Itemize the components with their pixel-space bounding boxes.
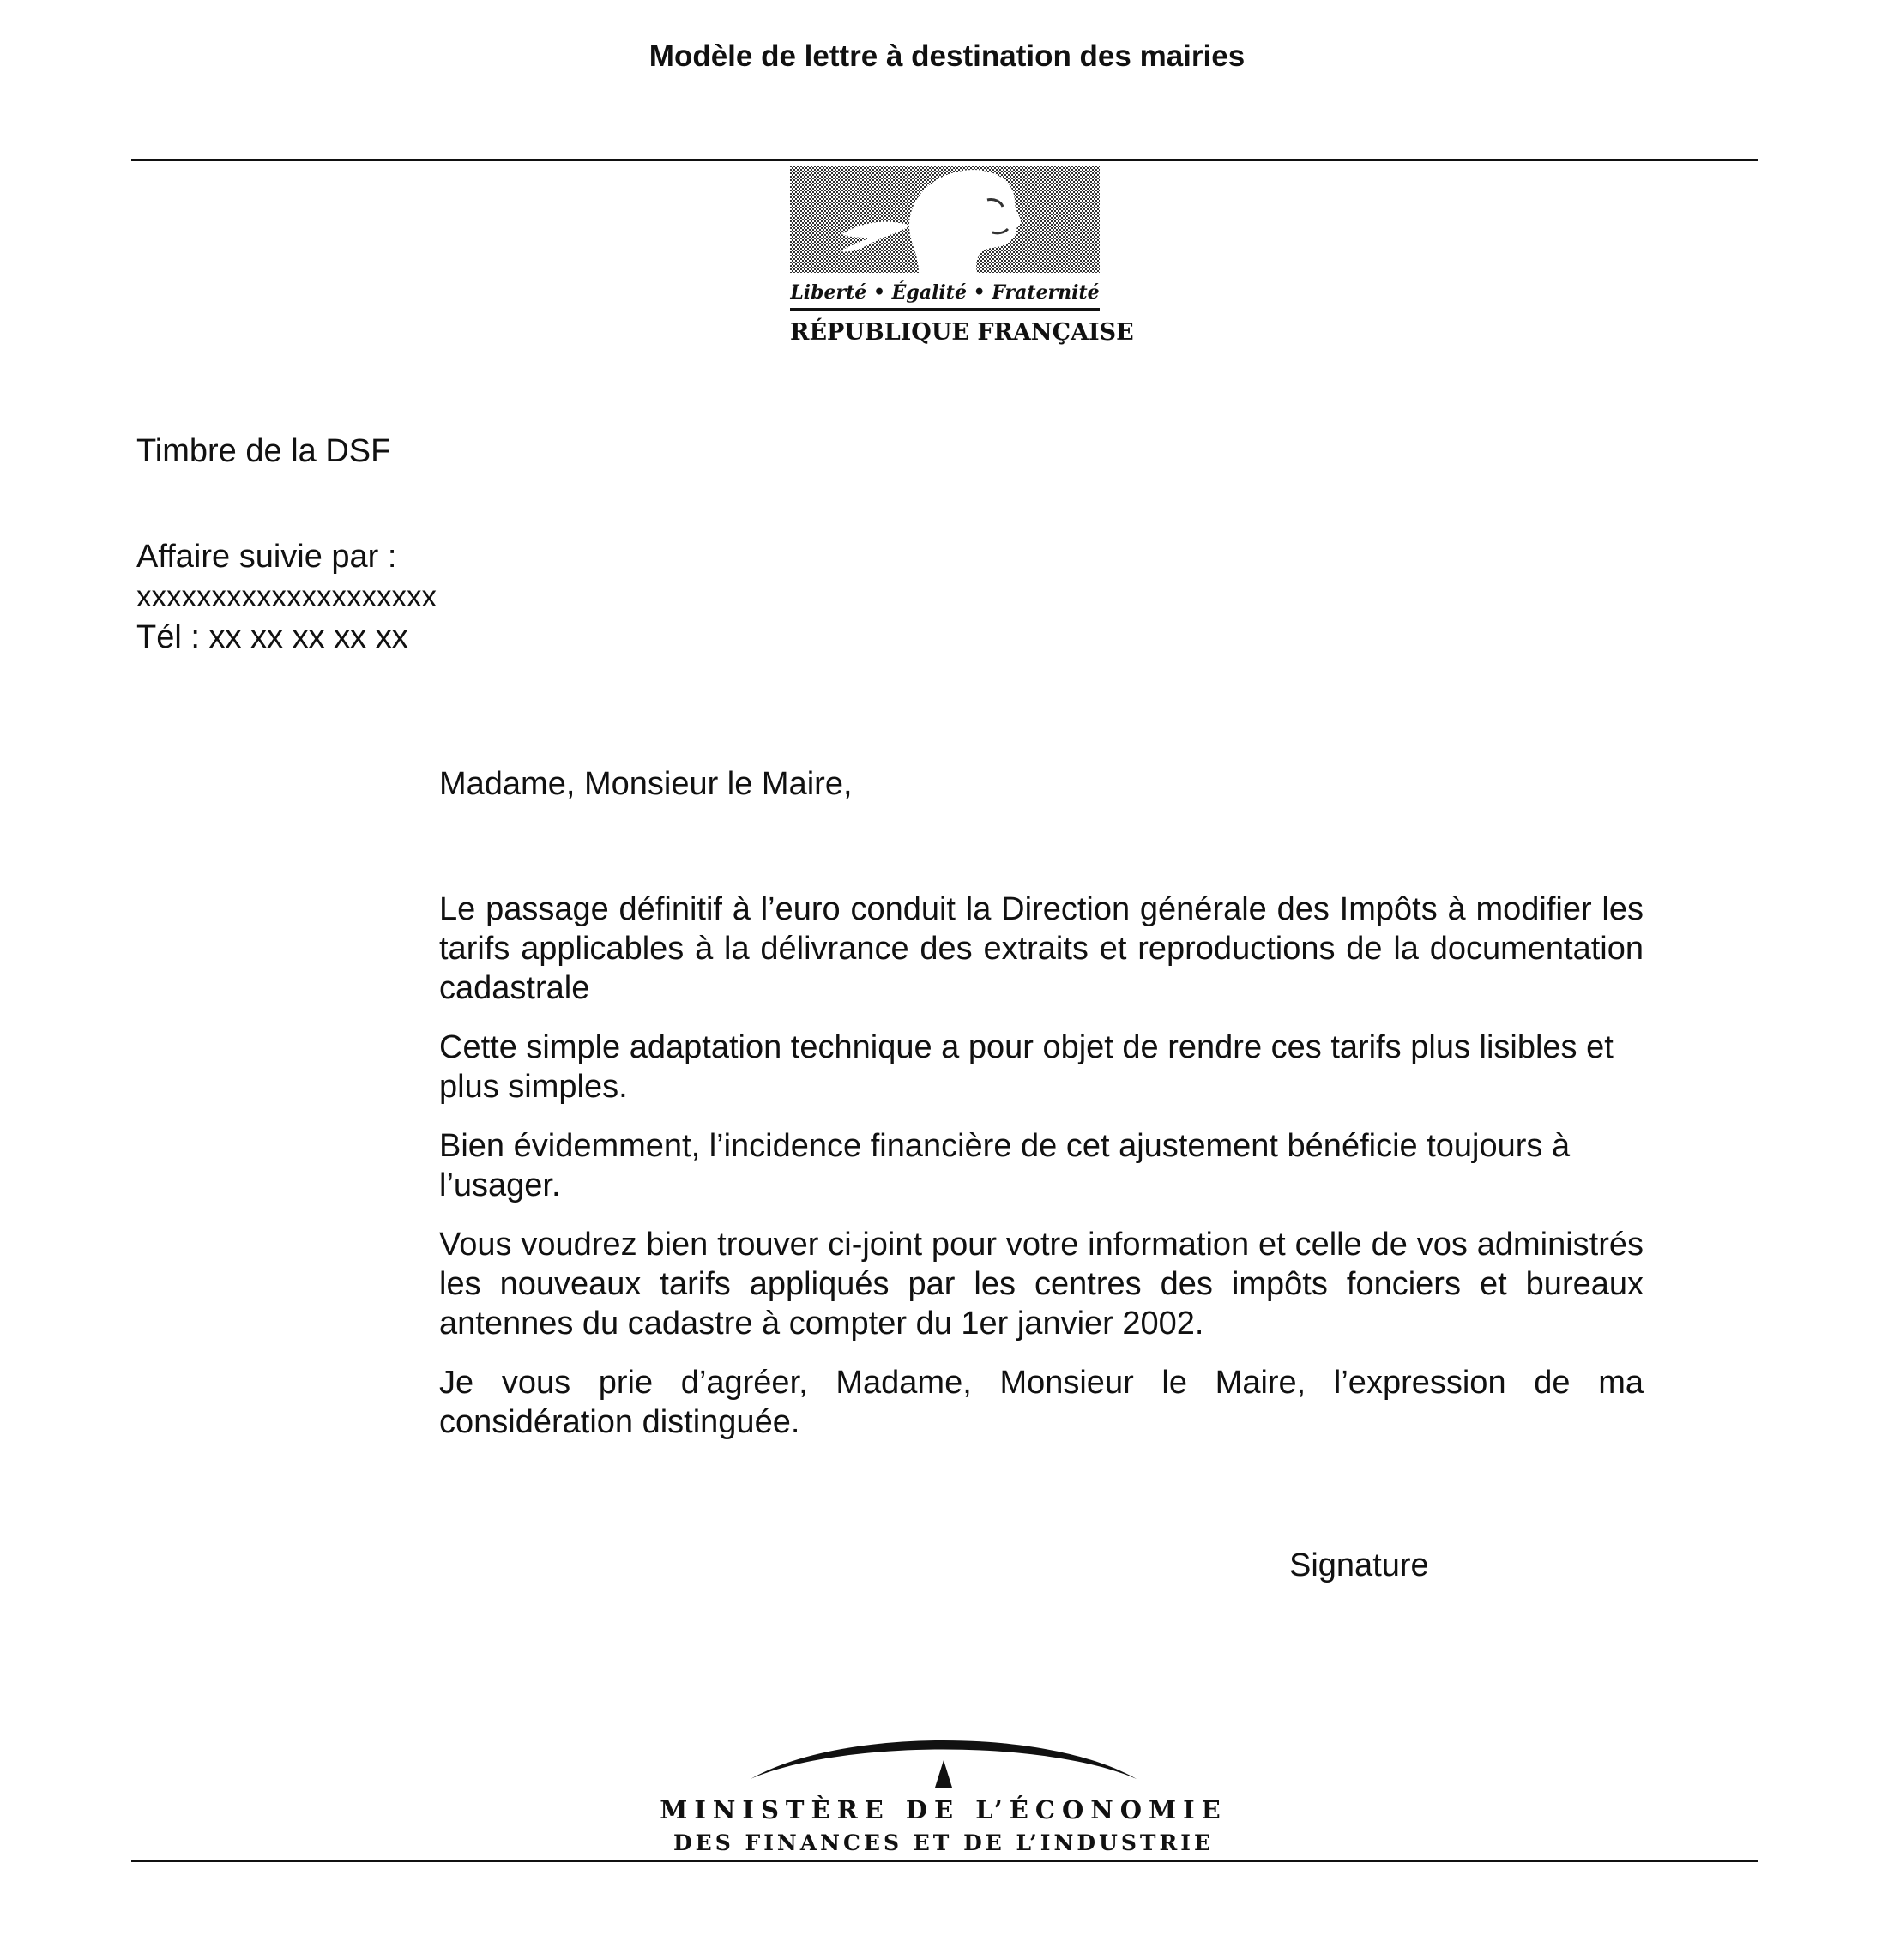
sender-stamp: Timbre de la DSF xyxy=(136,433,391,469)
header-divider xyxy=(131,159,1758,161)
phone-number: Tél : xx xx xx xx xx xyxy=(136,619,408,655)
marianne-logo xyxy=(790,166,1100,273)
paragraph: Je vous prie d’agréer, Madame, Monsieur le Maire, l’expression de ma considération distinguée. xyxy=(439,1365,1644,1440)
footer-divider xyxy=(131,1860,1758,1862)
ministry-arc-logo xyxy=(746,1722,1141,1788)
logo-divider xyxy=(790,308,1100,311)
followed-by-label: Affaire suivie par : xyxy=(136,539,397,575)
page-title: Modèle de lettre à destination des mairies xyxy=(648,39,1246,73)
paragraph: Vous voudrez bien trouver ci-joint pour votre information et celle de vos administrés les nouveaux tarifs appliqués par les centres des impôts fonciers et bureaux antennes du cadastre à compter du 1er janvier 2002. xyxy=(439,1227,1644,1342)
paragraph: Le passage définitif à l’euro conduit la Direction générale des Impôts à modifier les tarifs applicables à la délivrance des extraits et reproductions de la documentation cadastrale xyxy=(439,891,1644,1006)
followed-by-name: xxxxxxxxxxxxxxxxxxxx xyxy=(136,580,437,613)
signature-placeholder: Signature xyxy=(1289,1547,1429,1583)
paragraph: Cette simple adaptation technique a pour objet de rendre ces tarifs plus lisibles et plus simples. xyxy=(439,1029,1614,1105)
paragraph: Bien évidemment, l’incidence financière de cet ajustement bénéficie toujours à l’usager. xyxy=(439,1128,1571,1203)
republic-motto: Liberté • Égalité • Fraternité xyxy=(790,281,1100,304)
salutation: Madame, Monsieur le Maire, xyxy=(439,766,853,802)
letter-body xyxy=(439,890,1644,1462)
ministry-name-line-1: MINISTÈRE DE L’ÉCONOMIE xyxy=(660,1795,1227,1824)
ministry-name-line-2: DES FINANCES ET DE L’INDUSTRIE xyxy=(673,1830,1215,1855)
republic-name: RÉPUBLIQUE FRANÇAISE xyxy=(790,319,1134,346)
